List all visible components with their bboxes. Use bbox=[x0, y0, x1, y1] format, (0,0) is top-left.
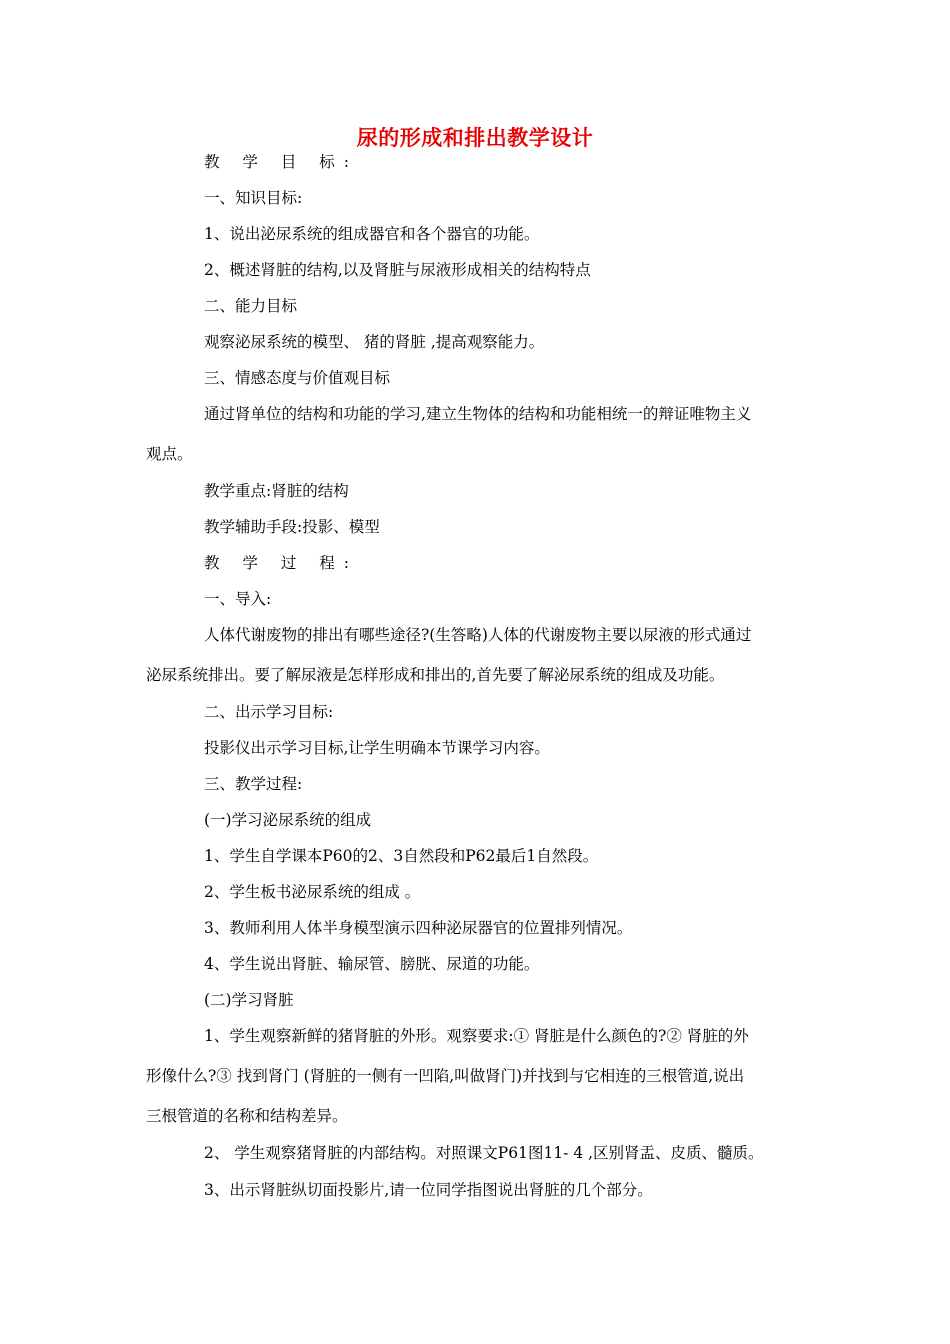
ability-goal: 观察泌尿系统的模型、 猪的肾脏 ,提高观察能力。 bbox=[204, 333, 545, 351]
heading-process: 三、教学过程: bbox=[204, 775, 303, 793]
kidney-step-1-line-3: 三根管道的名称和结构差异。 bbox=[146, 1107, 348, 1125]
knowledge-goal-2: 2、概述肾脏的结构,以及肾脏与尿液形成相关的结构特点 bbox=[204, 261, 591, 279]
heading-kidney: (二)学习肾脏 bbox=[204, 991, 294, 1009]
document-title: 尿的形成和排出教学设计 bbox=[356, 125, 594, 150]
kidney-step-3: 3、出示肾脏纵切面投影片,请一位同学指图说出肾脏的几个部分。 bbox=[204, 1181, 653, 1199]
knowledge-goal-1: 1、说出泌尿系统的组成器官和各个器官的功能。 bbox=[204, 225, 540, 243]
introduction-line-1: 人体代谢废物的排出有哪些途径?(生答略)人体的代谢废物主要以尿液的形式通过 bbox=[204, 626, 752, 644]
urinary-step-3: 3、教师利用人体半身模型演示四种泌尿器官的位置排列情况。 bbox=[204, 919, 633, 937]
teaching-aids: 教学辅助手段:投影、模型 bbox=[204, 518, 380, 536]
heading-show-goals: 二、出示学习目标: bbox=[204, 703, 334, 721]
heading-urinary-system: (一)学习泌尿系统的组成 bbox=[204, 811, 372, 829]
urinary-step-4: 4、学生说出肾脏、输尿管、膀胱、尿道的功能。 bbox=[204, 955, 540, 973]
heading-teaching-process: 教 学 过 程: bbox=[204, 554, 359, 572]
show-goals-text: 投影仪出示学习目标,让学生明确本节课学习内容。 bbox=[204, 739, 550, 757]
heading-knowledge-goals: 一、知识目标: bbox=[204, 189, 303, 207]
attitude-goal-line-1: 通过肾单位的结构和功能的学习,建立生物体的结构和功能相统一的辩证唯物主义 bbox=[204, 405, 752, 423]
kidney-step-1-line-2: 形像什么?③ 找到肾门 (肾脏的一侧有一凹陷,叫做肾门)并找到与它相连的三根管道,说出 bbox=[146, 1067, 745, 1085]
kidney-step-2: 2、 学生观察猪肾脏的内部结构。对照课文P61图11- 4 ,区别肾盂、皮质、髓质。 bbox=[204, 1144, 764, 1162]
urinary-step-1: 1、学生自学课本P60的2、3自然段和P62最后1自然段。 bbox=[204, 847, 599, 865]
kidney-step-1-line-1: 1、学生观察新鲜的猪肾脏的外形。观察要求:① 肾脏是什么颜色的?② 肾脏的外 bbox=[204, 1027, 749, 1045]
introduction-line-2: 泌尿系统排出。要了解尿液是怎样形成和排出的,首先要了解泌尿系统的组成及功能。 bbox=[146, 666, 725, 684]
attitude-goal-line-2: 观点。 bbox=[146, 445, 193, 463]
teaching-focus: 教学重点:肾脏的结构 bbox=[204, 482, 349, 500]
heading-teaching-goals: 教 学 目 标: bbox=[204, 153, 359, 171]
heading-attitude-goals: 三、情感态度与价值观目标 bbox=[204, 369, 391, 387]
urinary-step-2: 2、学生板书泌尿系统的组成 。 bbox=[204, 883, 421, 901]
heading-ability-goals: 二、能力目标 bbox=[204, 297, 298, 315]
heading-introduction: 一、导入: bbox=[204, 590, 272, 608]
